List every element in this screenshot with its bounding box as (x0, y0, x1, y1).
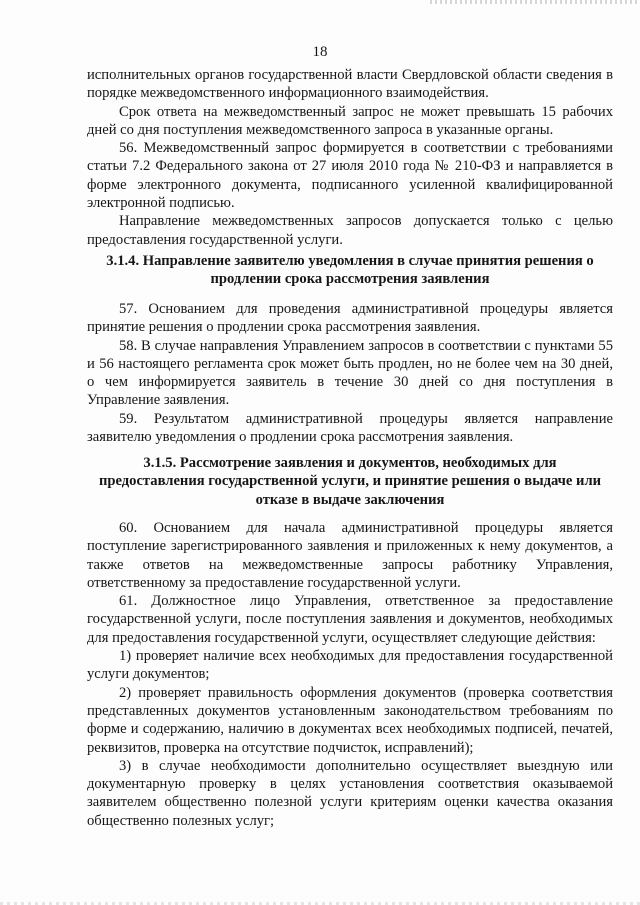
top-paragraphs (87, 66, 613, 249)
section-3-1-4 (87, 252, 613, 289)
section-3-1-4-body (87, 300, 613, 446)
list-item: 1) проверяет наличие всех необходимых для предоставления государственной услуги документов; (87, 648, 613, 683)
section-3-1-5-body (87, 519, 613, 830)
paragraph: исполнительных органов государственной власти Свердловской области сведения в порядке межведомственного информационного взаимодействия. (87, 67, 613, 102)
section-3-1-5 (87, 454, 613, 509)
section-heading: 3.1.4. Направление заявителю уведомления в случае принятия решения о продлении срока рассмотрения заявления (106, 253, 594, 288)
page-number: 18 (312, 44, 328, 60)
paragraph: Срок ответа на межведомственный запрос не может превышать 15 рабочих дней со дня поступления межведомственного запроса в указанные органы. (87, 103, 613, 138)
paragraph: 58. В случае направления Управлением запросов в соответствии с пунктами 55 и 56 настоящего регламента срок может быть продлен, но не более чем на 30 дней, о чем информируется заявитель в течение 30 дней со дня поступления в Управление заявления. (87, 337, 613, 409)
paragraph: 60. Основанием для начала административной процедуры является поступление зарегистрированного заявления и приложенных к нему документов, а также ответов на межведомственные запросы работнику Управления, ответственному за предоставление государственной услуги. (87, 520, 613, 591)
list-item: 3) в случае необходимости дополнительно осуществляет выездную или документарную проверку в целях установления соответствия оказываемой заявителем общественно полезной услуги критериям оценки качества оказания общественно полезных услуг; (87, 757, 613, 829)
paragraph: 57. Основанием для проведения административной процедуры является принятие решения о продлении срока рассмотрения заявления. (87, 301, 613, 336)
paragraph: 56. Межведомственный запрос формируется в соответствии с требованиями статьи 7.2 Федерального закона от 27 июля 2010 года № 210-ФЗ и направляется в форме электронного документа, подписанного усиленной квалифицированной электронной подписью. (87, 140, 613, 212)
paragraph: 61. Должностное лицо Управления, ответственное за предоставление государственной услуги, после поступления заявления и документов, необходимых для предоставления государственной услуги, осуществляет следующие действия: (87, 593, 613, 646)
section-heading: 3.1.5. Рассмотрение заявления и документов, необходимых для предоставления государственной услуги, и принятие решения о выдаче или отказе в выдаче заключения (98, 455, 602, 508)
paragraph: Направление межведомственных запросов допускается только с целью предоставления государственной услуги. (87, 213, 613, 248)
list-item: 2) проверяет правильность оформления документов (проверка соответствия представленных документов установленным законодательством требованиям по форме и содержанию, наличию в документах всех необходимых подписей, печатей, реквизитов, проверка на отсутствие подчисток, исправлений); (87, 684, 613, 756)
scan-artifact-top (430, 0, 640, 4)
paragraph: 59. Результатом административной процедуры является направление заявителю уведомления о продлении срока рассмотрения заявления. (87, 410, 613, 446)
